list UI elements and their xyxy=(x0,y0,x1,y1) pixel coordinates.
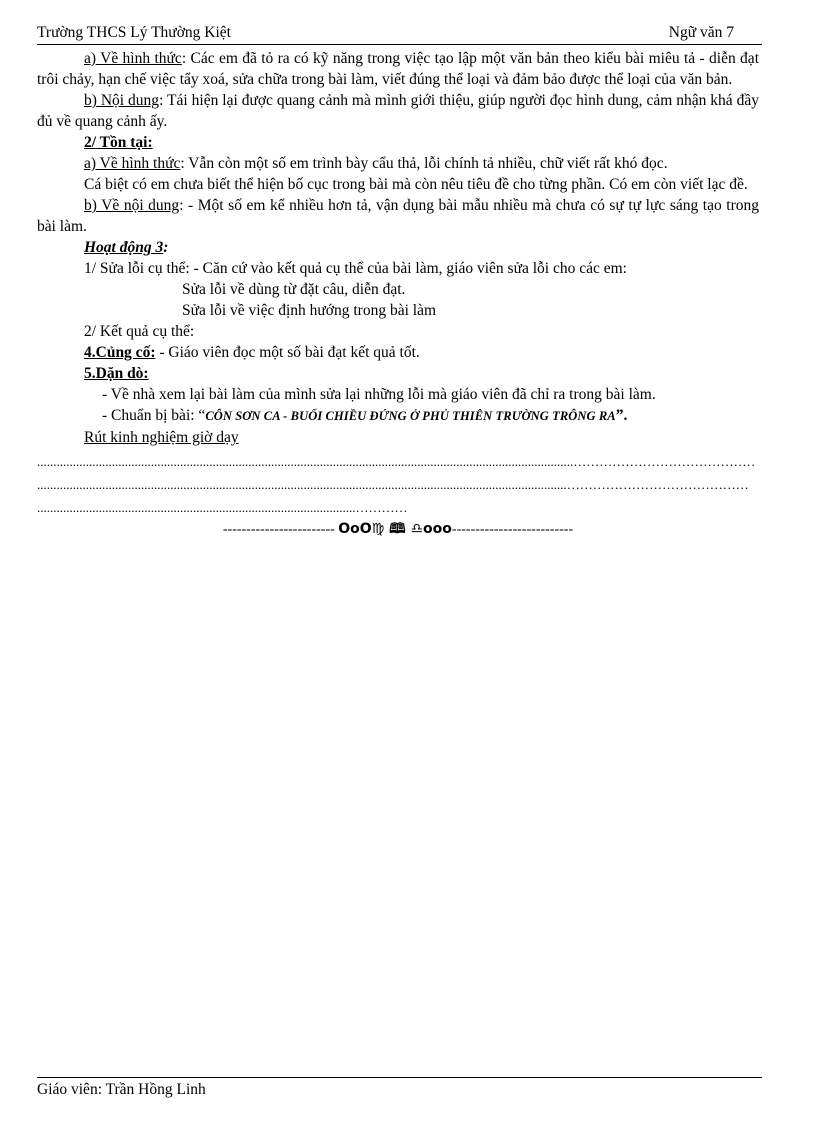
result-line: 2/ Kết quả cụ thể: xyxy=(84,323,195,340)
section-heading-ton-tai: 2/ Tồn tại: xyxy=(84,134,153,151)
content-1-label: b) Nội dung xyxy=(84,92,160,109)
content-2-text: : - Một số em kể nhiều hơn tả, vận dụng bài mẫu nhiều mà chưa có sự tự lực sáng tạo trong bài làm. xyxy=(37,197,759,235)
activity-heading: Hoạt động 3: xyxy=(84,239,169,256)
homework-item-prepare: - Chuẩn bị bài: “CÔN SƠN CA - BUỔI CHIỀU ĐỨNG Ở PHỦ THIÊN TRƯỜNG TRÔNG RA”. xyxy=(102,407,628,424)
dotted-line-1: .....................................................................................................................................................................…………………………………… xyxy=(37,454,756,469)
school-name: Trường THCS Lý Thường Kiệt xyxy=(37,24,231,41)
lesson-title: CÔN SƠN CA - BUỔI CHIỀU ĐỨNG Ở PHỦ THIÊN TRƯỜNG TRÔNG RA xyxy=(205,409,616,423)
content-1-text: : Tái hiện lại được quang cảnh mà mình giới thiệu, giúp người đọc hình dung, cảm nhận khá đầy đủ về quang cảnh ấy. xyxy=(37,92,759,130)
fix-errors-line: 1/ Sửa lỗi cụ thể: - Căn cứ vào kết quả cụ thể của bài làm, giáo viên sửa lỗi cho các em: xyxy=(84,260,627,277)
teacher-name: Giáo viên: Trần Hồng Linh xyxy=(37,1081,206,1098)
homework-item-review: - Về nhà xem lại bài làm của mình sửa lại những lỗi mà giáo viên đã chỉ ra trong bài làm. xyxy=(102,386,656,403)
subject-name: Ngữ văn 7 xyxy=(668,24,734,41)
page-footer xyxy=(37,1077,762,1099)
lesson-review-heading: Rút kinh nghiệm giờ dạy xyxy=(84,429,239,446)
form-2-text: : Vẫn còn một số em trình bày cẩu thả, lỗi chính tả nhiều, chữ viết rất khó đọc. xyxy=(180,155,668,172)
paragraph-content-1 xyxy=(37,90,759,132)
ornament-divider: ------------------------ OoO♍ 🕮 ♎ooo-------------------------- xyxy=(222,521,574,537)
fix-item-orientation: Sửa lỗi về việc định hướng trong bài làm xyxy=(182,302,437,319)
content-2-label: b) Về nội dung xyxy=(84,197,180,214)
form-1-label: a) Về hình thức xyxy=(84,50,182,67)
form-1-text: : Các em đã tỏ ra có kỹ năng trong việc tạo lập một văn bản theo kiểu bài miêu tả - diễn đạt trôi chảy, hạn chế việc tẩy xoá, sửa chữa trong bài làm, viết đúng thể loại và đảm bảo được thể loại của văn bản. xyxy=(37,50,759,88)
dotted-line-3: ..................................................................................................………… xyxy=(37,500,408,515)
paragraph-content-2 xyxy=(37,195,759,237)
page-header xyxy=(37,24,762,45)
fix-item-wording: Sửa lỗi về dùng từ đặt câu, diễn đạt. xyxy=(182,281,406,298)
document-body xyxy=(37,48,759,540)
ornament-symbols: OoO♍ 🕮 ♎ooo xyxy=(338,521,452,537)
paragraph-form-2 xyxy=(37,153,759,174)
paragraph-form-2-extra: Cá biệt có em chưa biết thể hiện bố cục trong bài mà còn nêu tiêu đề cho từng phần. Có em còn viết lạc đề. xyxy=(84,176,748,193)
form-2-label: a) Về hình thức xyxy=(84,155,181,172)
paragraph-form-1 xyxy=(37,48,759,90)
dotted-line-2: ...................................................................................................................................................................…………………………………… xyxy=(37,477,749,492)
consolidation-line: 4.Củng cố: - Giáo viên đọc một số bài đạt kết quả tốt. xyxy=(84,344,420,361)
homework-heading: 5.Dặn dò: xyxy=(84,365,149,382)
